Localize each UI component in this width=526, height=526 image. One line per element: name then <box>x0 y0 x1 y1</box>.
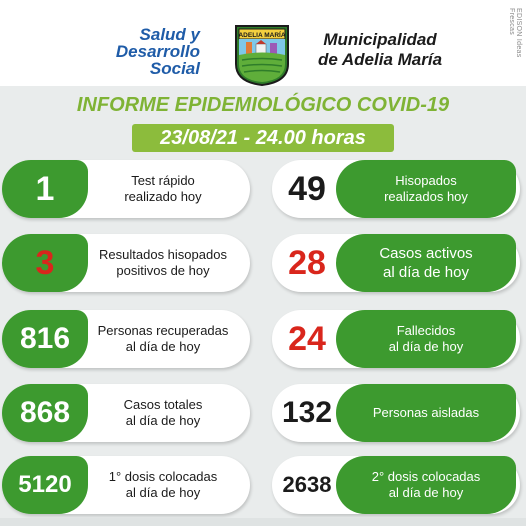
stat-label <box>336 384 516 442</box>
stat-label-line-2: al día de hoy <box>388 339 464 354</box>
stat-card-second-dose <box>272 456 520 514</box>
stat-label <box>336 456 516 514</box>
stat-label-line-1: 1° dosis colocadas <box>108 469 218 484</box>
stat-card-active-cases <box>272 234 520 292</box>
stat-label <box>88 160 238 218</box>
stat-label <box>88 384 238 442</box>
stat-label-line-1: 2° dosis colocadas <box>371 469 481 484</box>
stat-card-total-cases <box>2 384 250 442</box>
stat-label-line-1: Casos activos <box>379 245 473 262</box>
stat-value: 868 <box>2 384 88 442</box>
header <box>0 0 526 86</box>
stat-value: 816 <box>2 310 88 368</box>
stat-label <box>88 234 238 292</box>
stat-card-deceased <box>272 310 520 368</box>
stat-value: 3 <box>2 234 88 292</box>
municipality-name <box>312 30 448 70</box>
stat-label-line-2: realizado hoy <box>124 189 202 204</box>
stat-card-swabs <box>272 160 520 218</box>
stat-label-line-1: Personas aisladas <box>372 405 480 420</box>
stat-value: 1 <box>2 160 88 218</box>
report-title: INFORME EPIDEMIOLÓGICO COVID-19 <box>76 94 450 116</box>
stat-label-line-2: al día de hoy <box>125 413 201 428</box>
stat-label-line-2: positivos de hoy <box>116 263 210 278</box>
stat-card-first-dose <box>2 456 250 514</box>
report-date: 23/08/21 - 24.00 horas <box>132 124 394 152</box>
stat-card-rapid-test <box>2 160 250 218</box>
department-name <box>104 26 200 77</box>
stat-label-line-2: realizados hoy <box>384 189 468 204</box>
stat-label-line-2: al día de hoy <box>125 485 201 500</box>
stat-label <box>336 160 516 218</box>
stat-label-line-1: Resultados hisopados <box>99 247 227 262</box>
stat-label-line-1: Test rápido <box>131 173 195 188</box>
stat-value: 49 <box>288 170 326 208</box>
stat-card-positive-results <box>2 234 250 292</box>
stat-card-recovered <box>2 310 250 368</box>
stat-label-line-1: Hisopados <box>395 173 457 188</box>
stat-label <box>336 310 516 368</box>
stat-value: 2638 <box>282 472 332 497</box>
stat-label <box>88 310 238 368</box>
stat-label-line-1: Casos totales <box>123 397 203 412</box>
stat-label-line-2: al día de hoy <box>383 264 469 281</box>
stat-label <box>88 456 238 514</box>
stat-label-line-1: Personas recuperadas <box>97 323 229 338</box>
stat-label <box>336 234 516 292</box>
stat-label-line-1: Fallecidos <box>396 323 456 338</box>
department-line-2: Desarrollo <box>115 42 200 61</box>
stat-value: 24 <box>288 320 326 358</box>
designer-credit: EDISON Ideas Frescas <box>508 8 522 58</box>
stat-value: 132 <box>281 396 333 429</box>
municipality-line-2: de Adelia María <box>317 50 443 69</box>
department-line-3: Social <box>149 59 200 78</box>
municipality-line-1: Municipalidad <box>323 30 437 49</box>
municipal-crest-logo <box>232 24 292 86</box>
department-line-1: Salud y <box>139 25 200 44</box>
stat-label-line-2: al día de hoy <box>125 339 201 354</box>
stat-value: 28 <box>288 244 326 282</box>
stat-card-isolated <box>272 384 520 442</box>
stat-value: 5120 <box>2 456 88 514</box>
svg-text:ADELIA MARÍA: ADELIA MARÍA <box>238 32 286 39</box>
bottom-strip <box>0 518 526 526</box>
stat-label-line-2: al día de hoy <box>388 485 464 500</box>
